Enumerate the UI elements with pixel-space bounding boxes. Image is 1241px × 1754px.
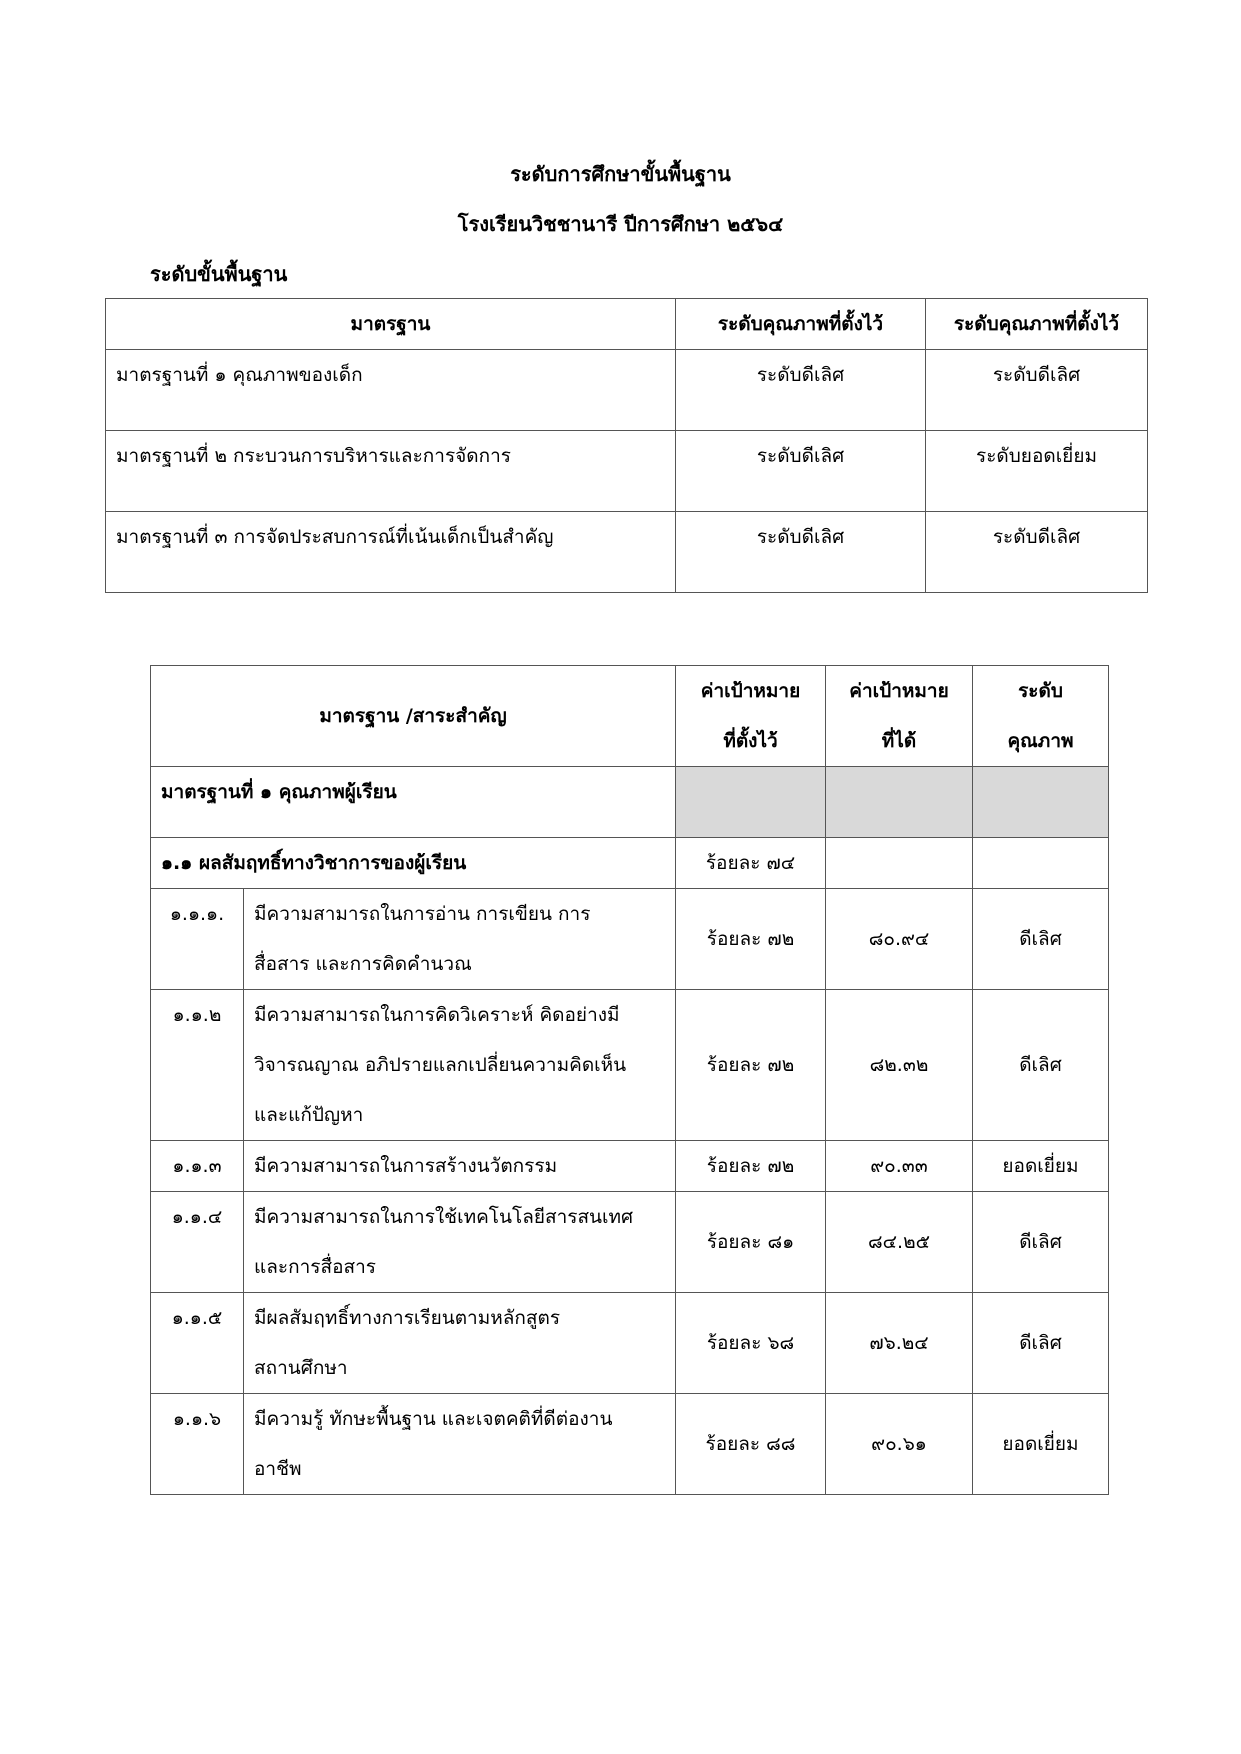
achieved-cell — [826, 838, 973, 889]
table-row — [151, 1293, 1109, 1394]
description-line: มีความสามารถในการสร้างนวัตกรรม — [254, 1155, 558, 1177]
indicator-code-cell: ๑.๑.๔ — [151, 1192, 244, 1293]
table-row — [151, 1192, 1109, 1293]
result-level-cell: ระดับดีเลิศ — [926, 512, 1148, 593]
header-line: ค่าเป้าหมาย — [700, 680, 801, 702]
description-line: มีความสามารถในการคิดวิเคราะห์ คิดอย่างมี — [254, 1004, 620, 1026]
column-header-quality-level — [973, 666, 1109, 767]
table-row — [151, 889, 1109, 990]
standard-row — [151, 767, 1109, 838]
target-level-cell: ระดับดีเลิศ — [676, 512, 926, 593]
level-cell: ดีเลิศ — [973, 889, 1109, 990]
description-line: อาชีพ — [254, 1458, 302, 1480]
indicator-code-cell: ๑.๑.๓ — [151, 1141, 244, 1192]
achieved-cell: ๗๖.๒๔ — [826, 1293, 973, 1394]
table-row — [151, 1394, 1109, 1495]
document-title: ระดับการศึกษาขั้นพื้นฐาน — [510, 162, 731, 186]
achieved-cell: ๘๔.๒๕ — [826, 1192, 973, 1293]
target-cell: ร้อยละ ๘๘ — [676, 1394, 826, 1495]
indicator-description-cell — [244, 889, 676, 990]
column-header-target — [676, 666, 826, 767]
standard-name-cell: มาตรฐานที่ ๒ กระบวนการบริหารและการจัดการ — [106, 431, 676, 512]
indicator-description-cell — [244, 1293, 676, 1394]
description-line: มีผลสัมฤทธิ์ทางการเรียนตามหลักสูตร — [254, 1307, 561, 1329]
header-line: ค่าเป้าหมาย — [849, 680, 949, 702]
shaded-cell — [826, 767, 973, 838]
shaded-cell — [676, 767, 826, 838]
section-label: ระดับขั้นพื้นฐาน — [150, 262, 288, 286]
header-line: ที่ได้ — [881, 730, 917, 752]
achieved-cell: ๙๐.๖๑ — [826, 1394, 973, 1495]
indicator-code-cell: ๑.๑.๒ — [151, 990, 244, 1141]
school-year-title: โรงเรียนวิชชานารี ปีการศึกษา ๒๕๖๔ — [457, 212, 784, 236]
indicator-description-cell — [244, 1141, 676, 1192]
header-line: ระดับ — [1018, 680, 1063, 702]
target-level-cell: ระดับดีเลิศ — [676, 431, 926, 512]
description-line: และแก้ปัญหา — [254, 1104, 364, 1126]
target-cell: ร้อยละ ๗๒ — [676, 889, 826, 990]
level-cell: ดีเลิศ — [973, 1293, 1109, 1394]
level-cell — [973, 838, 1109, 889]
table-row — [106, 350, 1148, 431]
target-cell: ร้อยละ ๖๘ — [676, 1293, 826, 1394]
shaded-cell — [973, 767, 1109, 838]
description-line: และการสื่อสาร — [254, 1256, 376, 1278]
target-cell: ร้อยละ ๘๑ — [676, 1192, 826, 1293]
standard-name-cell: มาตรฐานที่ ๑ คุณภาพของเด็ก — [106, 350, 676, 431]
level-cell: ยอดเยี่ยม — [973, 1394, 1109, 1495]
column-header-target-level: ระดับคุณภาพที่ตั้งไว้ — [676, 299, 926, 350]
standard-title-cell: มาตรฐานที่ ๑ คุณภาพผู้เรียน — [151, 767, 676, 838]
achieved-cell: ๘๒.๓๒ — [826, 990, 973, 1141]
indicator-description-cell — [244, 1192, 676, 1293]
target-cell: ร้อยละ ๗๒ — [676, 990, 826, 1141]
column-header-result-level: ระดับคุณภาพที่ตั้งไว้ — [926, 299, 1148, 350]
table-header-row — [151, 666, 1109, 767]
table-header-row — [106, 299, 1148, 350]
table-row — [151, 990, 1109, 1141]
table-row — [106, 431, 1148, 512]
sub-standard-title-cell: ๑.๑ ผลสัมฤทธิ์ทางวิชาการของผู้เรียน — [151, 838, 676, 889]
target-cell: ร้อยละ ๗๒ — [676, 1141, 826, 1192]
achieved-cell: ๘๐.๙๔ — [826, 889, 973, 990]
table-row — [151, 1141, 1109, 1192]
indicator-code-cell: ๑.๑.๖ — [151, 1394, 244, 1495]
standard-name-cell: มาตรฐานที่ ๓ การจัดประสบการณ์ที่เน้นเด็กเป็นสำคัญ — [106, 512, 676, 593]
header-line: ที่ตั้งไว้ — [723, 730, 778, 752]
sub-standard-row — [151, 838, 1109, 889]
description-line: มีความรู้ ทักษะพื้นฐาน และเจตคติที่ดีต่องาน — [254, 1408, 613, 1430]
indicator-code-cell: ๑.๑.๕ — [151, 1293, 244, 1394]
column-header-standard: มาตรฐาน — [106, 299, 676, 350]
description-line: มีความสามารถในการอ่าน การเขียน การ — [254, 903, 591, 925]
description-line: มีความสามารถในการใช้เทคโนโลยีสารสนเทศ — [254, 1206, 634, 1228]
indicator-code-cell: ๑.๑.๑. — [151, 889, 244, 990]
column-header-standard: มาตรฐาน /สาระสำคัญ — [151, 666, 676, 767]
result-level-cell: ระดับยอดเยี่ยม — [926, 431, 1148, 512]
standards-summary-table — [105, 298, 1148, 593]
indicator-description-cell — [244, 990, 676, 1141]
description-line: วิจารณญาณ อภิปรายแลกเปลี่ยนความคิดเห็น — [254, 1054, 627, 1076]
achieved-cell: ๙๐.๓๓ — [826, 1141, 973, 1192]
result-level-cell: ระดับดีเลิศ — [926, 350, 1148, 431]
description-line: สื่อสาร และการคิดคำนวณ — [254, 953, 472, 975]
level-cell: ดีเลิศ — [973, 1192, 1109, 1293]
level-cell: ดีเลิศ — [973, 990, 1109, 1141]
header-line: คุณภาพ — [1007, 730, 1074, 752]
indicator-description-cell — [244, 1394, 676, 1495]
description-line: สถานศึกษา — [254, 1357, 348, 1379]
target-level-cell: ระดับดีเลิศ — [676, 350, 926, 431]
column-header-achieved — [826, 666, 973, 767]
level-cell: ยอดเยี่ยม — [973, 1141, 1109, 1192]
target-cell: ร้อยละ ๗๔ — [676, 838, 826, 889]
learner-quality-table — [150, 665, 1109, 1495]
table-row — [106, 512, 1148, 593]
